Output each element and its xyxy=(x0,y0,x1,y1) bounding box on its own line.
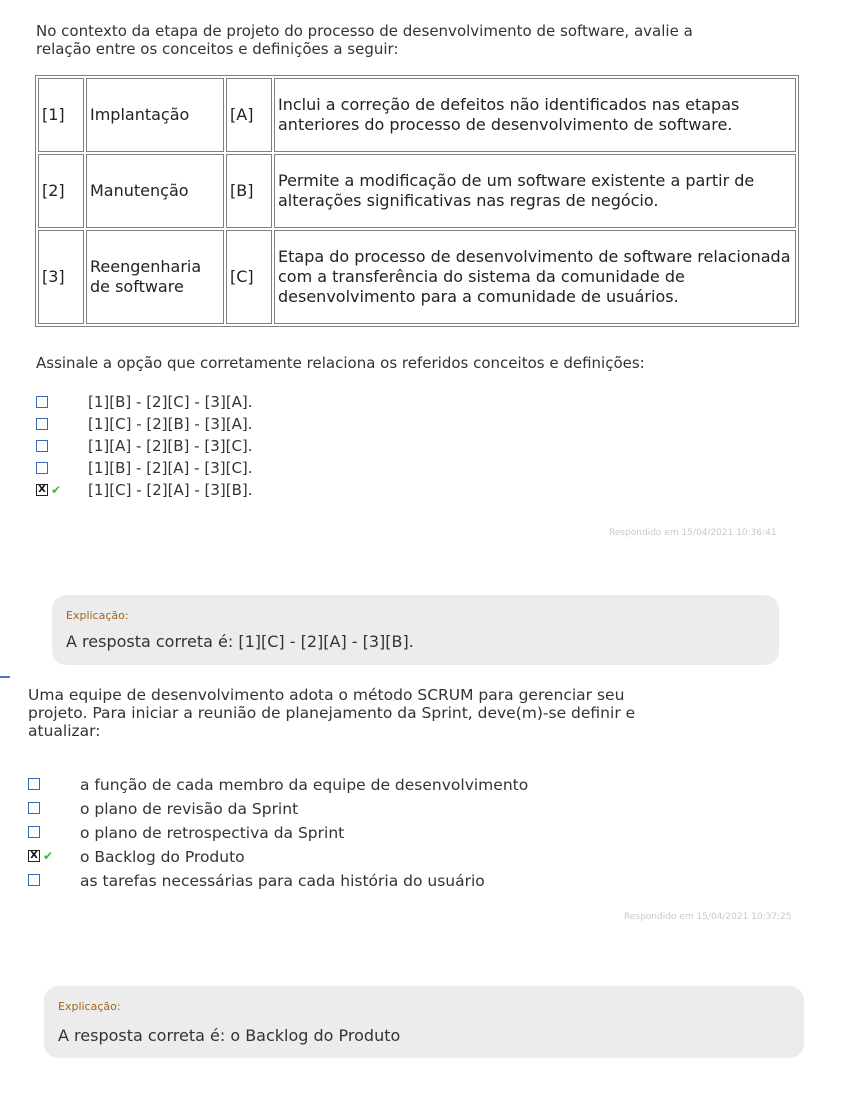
checkbox-icon[interactable] xyxy=(36,418,48,430)
option-checkbox[interactable] xyxy=(28,798,40,818)
option-label[interactable]: o plano de revisão da Sprint xyxy=(80,800,299,818)
question-2-text xyxy=(28,686,818,740)
checkbox-icon[interactable] xyxy=(36,440,48,452)
question-2-line-2: projeto. Para iniciar a reunião de planejamento da Sprint, deve(m)-se definir e xyxy=(28,704,636,722)
answered-timestamp: Respondido em 15/04/2021 10:37:25 xyxy=(624,912,792,922)
explanation-box xyxy=(52,595,779,665)
explanation-box xyxy=(44,986,804,1058)
option-checkbox[interactable] xyxy=(28,774,40,794)
correct-check-icon: ✔ xyxy=(43,849,54,863)
question-1-text xyxy=(36,22,826,58)
answered-timestamp: Respondido em 15/04/2021 10:36:41 xyxy=(609,528,777,538)
row-definition: Inclui a correção de defeitos não identificados nas etapas anteriores do processo de desenvolvimento de software. xyxy=(274,78,796,152)
row-letter: [A] xyxy=(226,78,272,152)
explanation-text: A resposta correta é: [1][C] - [2][A] - [3][B]. xyxy=(66,632,414,651)
question-2-line-1: Uma equipe de desenvolvimento adota o método SCRUM para gerenciar seu xyxy=(28,686,625,704)
option-label[interactable]: [1][B] - [2][C] - [3][A]. xyxy=(88,393,253,411)
question-1-line-1: No contexto da etapa de projeto do processo de desenvolvimento de software, avalie a xyxy=(36,22,693,40)
option-checkbox[interactable] xyxy=(36,480,61,500)
option-checkbox[interactable] xyxy=(28,822,40,842)
table-row xyxy=(38,78,796,152)
checked-box-icon[interactable]: X xyxy=(36,484,48,496)
explanation-text: A resposta correta é: o Backlog do Produto xyxy=(58,1026,401,1045)
row-concept: Reengenharia de software xyxy=(86,230,224,324)
row-letter: [C] xyxy=(226,230,272,324)
option-checkbox[interactable] xyxy=(36,458,48,478)
option-label[interactable]: a função de cada membro da equipe de desenvolvimento xyxy=(80,776,529,794)
row-number: [1] xyxy=(38,78,84,152)
explanation-title: Explicação: xyxy=(58,1000,121,1013)
checkbox-icon[interactable] xyxy=(28,826,40,838)
question-1-prompt: Assinale a opção que corretamente relaciona os referidos conceitos e definições: xyxy=(36,354,645,372)
option-label[interactable]: [1][C] - [2][B] - [3][A]. xyxy=(88,415,253,433)
option-checkbox[interactable] xyxy=(36,414,48,434)
question-1-line-2: relação entre os conceitos e definições a seguir: xyxy=(36,40,399,58)
option-checkbox[interactable] xyxy=(28,870,40,890)
table-row xyxy=(38,154,796,228)
question-2-options xyxy=(28,774,788,904)
row-number: [2] xyxy=(38,154,84,228)
explanation-title: Explicação: xyxy=(66,609,129,622)
option-label[interactable]: [1][A] - [2][B] - [3][C]. xyxy=(88,437,253,455)
checkbox-icon[interactable] xyxy=(36,396,48,408)
row-letter: [B] xyxy=(226,154,272,228)
option-label[interactable]: o Backlog do Produto xyxy=(80,848,245,866)
row-concept: Manutenção xyxy=(86,154,224,228)
option-checkbox[interactable] xyxy=(36,436,48,456)
checked-box-icon[interactable]: X xyxy=(28,850,40,862)
row-definition: Permite a modificação de um software existente a partir de alterações significativas nas regras de negócio. xyxy=(274,154,796,228)
table-row xyxy=(38,230,796,324)
checkbox-icon[interactable] xyxy=(28,802,40,814)
row-definition: Etapa do processo de desenvolvimento de software relacionada com a transferência do sistema da comunidade de desenvolvimento para a comunidade de usuários. xyxy=(274,230,796,324)
correct-check-icon: ✔ xyxy=(51,483,62,497)
checkbox-icon[interactable] xyxy=(28,778,40,790)
left-edge-marker xyxy=(0,676,10,678)
option-label[interactable]: o plano de retrospectiva da Sprint xyxy=(80,824,345,842)
checkbox-icon[interactable] xyxy=(36,462,48,474)
checkbox-icon[interactable] xyxy=(28,874,40,886)
definitions-table xyxy=(35,75,799,327)
question-2-line-3: atualizar: xyxy=(28,722,101,740)
option-label[interactable]: [1][B] - [2][A] - [3][C]. xyxy=(88,459,253,477)
option-label[interactable]: [1][C] - [2][A] - [3][B]. xyxy=(88,481,253,499)
option-checkbox[interactable] xyxy=(36,392,48,412)
option-label[interactable]: as tarefas necessárias para cada história do usuário xyxy=(80,872,485,890)
row-number: [3] xyxy=(38,230,84,324)
row-concept: Implantação xyxy=(86,78,224,152)
question-1-options xyxy=(36,392,736,522)
option-checkbox[interactable] xyxy=(28,846,53,866)
